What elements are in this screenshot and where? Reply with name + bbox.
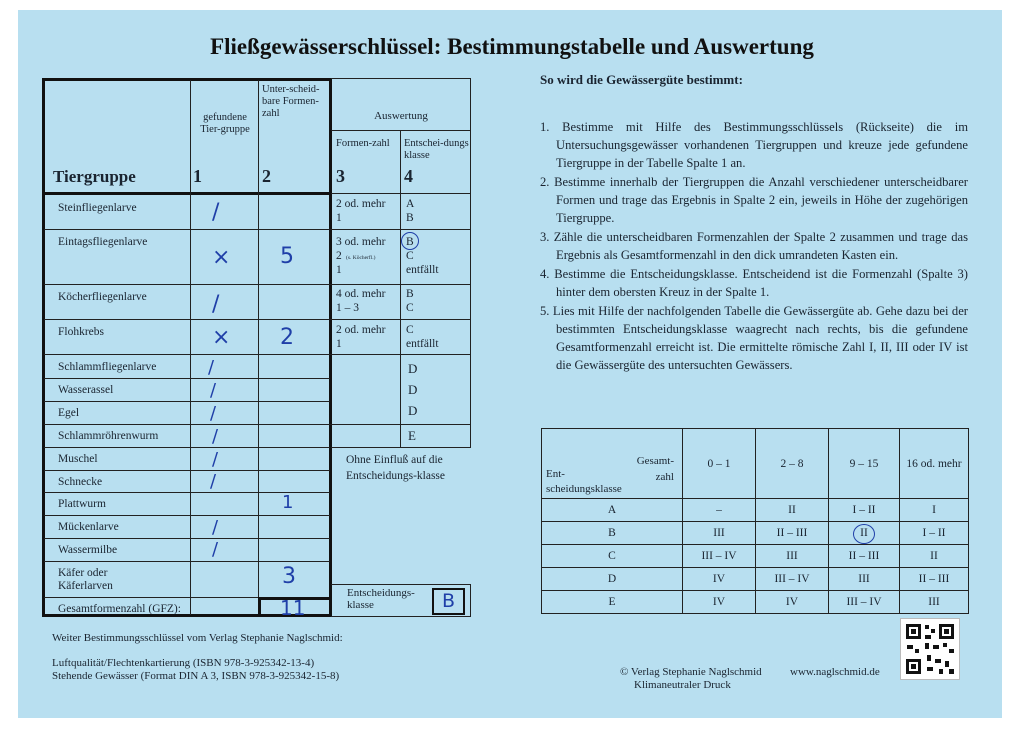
column-header: 0 – 1 [683,429,756,499]
row-name: Flohkrebs [58,326,104,338]
corner-top: Gesamt-zahl [636,455,674,483]
klasse-cell: D [542,568,683,591]
klasse: D [408,382,418,397]
formenzahl: 1 [336,264,342,276]
guete-cell: III – IV [829,591,900,614]
formenzahl: 4 od. mehr [336,288,386,300]
cross-mark: × [212,245,231,270]
instructions-heading: So wird die Gewässergüte bestimmt: [540,72,743,87]
auswertung-header: Auswertung [374,110,428,122]
checkmark: / [212,517,219,538]
row-name: Steinfliegenlarve [58,202,137,214]
guete-cell: I – II [829,499,900,522]
formenzahl: 1 [336,338,342,350]
checkmark: / [212,539,219,560]
klasse-cell: E [542,591,683,614]
footer-line: Luftqualität/Flechtenkartierung (ISBN 978-3-925342-13-4) [52,657,315,669]
guete-result: II [860,527,868,539]
klasse-cell: C [542,545,683,568]
klasse: D [408,361,418,376]
klasse: B [406,212,414,224]
formenzahl: 3 od. mehr [336,236,386,248]
instruction-step: 1. Bestimme mit Hilfe des Bestimmungsschlüssels (Rückseite) die im Untersuchungsgewässer vorhandenen Tiergruppen und kreuze jede gefundene Tiergruppe in der Tabelle Spalte 1 an. [540,120,968,170]
count-value: 5 [280,244,294,269]
row-name: Muschel [58,453,98,465]
footer-line: Stehende Gewässer (Format DIN A 3, ISBN 978-3-925342-15-8) [52,670,340,682]
row-name: Schlammfliegenlarve [58,361,157,373]
corner-cell [542,429,683,499]
klasse: E [408,428,416,443]
guete-cell: I – II [900,522,969,545]
guete-tabelle [541,428,969,614]
guete-cell: II – III [756,522,829,545]
gfz-label: Gesamtformenzahl (GFZ): [58,603,181,615]
klasse: C [406,324,414,336]
guete-cell [829,522,900,545]
klasse-cell: A [542,499,683,522]
row-name: Mückenlarve [58,521,119,533]
cross-mark: × [212,325,231,350]
checkmark: / [212,426,219,447]
checkmark: / [212,449,219,470]
row-name: Köcherfliegenlarve [58,291,147,303]
row-name: Egel [58,407,80,419]
count-value: 1 [282,492,294,513]
formenzahl: 2 [336,250,342,262]
guete-cell: III [683,522,756,545]
guete-cell: III – IV [756,568,829,591]
guete-cell: II [900,545,969,568]
instruction-step: 5. Lies mit Hilfe der nachfolgenden Tabelle die Gewässergüte ab. Gehe dazu bei der bestimmten Entscheidungsklasse waagrecht nach rechts, bis die gefundene Gesamtformenzahl erreicht ist. Die ermittelte römische Zahl I, II, III oder IV ist die Gewässergüte des untersuchten Gewässers. [540,304,968,372]
formenzahl-note: (s. Köcherfl.) [346,255,376,261]
guete-cell: I [900,499,969,522]
row-name: Wasserassel [58,384,114,396]
circle-mark [853,524,875,544]
column-header: 16 od. mehr [900,429,969,499]
column-header: 2 – 8 [756,429,829,499]
guete-cell: IV [756,591,829,614]
klasse: D [408,403,418,418]
klasse: B [406,288,414,300]
guete-cell: III [900,591,969,614]
row-name: Schnecke [58,476,103,488]
col4-number: 4 [404,166,413,186]
column-header: 9 – 15 [829,429,900,499]
klasse: A [406,198,415,210]
klasse: entfällt [406,338,439,350]
page-title: Fließgewässerschlüssel: Bestimmungstabelle und Auswertung [210,34,814,59]
instruction-step: 2. Bestimme innerhalb der Tiergruppen die Anzahl verschiedener unterscheidbarer Formen und trage das Ergebnis in Spalte 2 ein, jeweils in Höhe der zugehörigen Tiergruppe. [540,175,968,225]
col2-number: 2 [262,166,271,186]
row-name: Käfer oder Käferlarven [58,567,113,592]
ohne-einfluss-note: Ohne Einfluß auf die Entscheidungs-klasse [346,454,446,482]
row-name: Schlammröhrenwurm [58,430,159,442]
checkmark: / [212,292,220,317]
klasse: B [406,236,414,248]
guete-cell: III [756,545,829,568]
formenzahl: 2 od. mehr [336,324,386,336]
col1-number: 1 [193,166,202,186]
guete-cell: IV [683,568,756,591]
row-name: Eintagsfliegenlarve [58,236,148,248]
gfz-value: 11 [280,596,306,620]
guete-cell: III – IV [683,545,756,568]
guete-cell: – [683,499,756,522]
footer-url: www.naglschmid.de [790,666,880,678]
footer-verlag: © Verlag Stephanie Naglschmid [620,666,762,678]
entscheidungsklasse-value: B [442,590,456,612]
formenzahl: 1 [336,212,342,224]
formenzahl: 1 – 3 [336,302,359,314]
guete-cell: II – III [829,545,900,568]
qr-code-icon [900,618,960,680]
klasse: C [406,302,414,314]
guete-cell: III [829,568,900,591]
row-name: Plattwurm [58,498,106,510]
formenzahl: 2 od. mehr [336,198,386,210]
circle-mark [401,232,419,250]
checkmark: / [212,200,220,225]
col4-header: Entschei-dungsklasse [404,138,469,161]
col3-header: Formen-zahl [336,138,390,149]
count-value: 3 [282,564,296,589]
entscheidungsklasse-label: Entscheidungs-klasse [347,587,415,611]
instruction-step: 3. Zähle die unterscheidbaren Formenzahlen der Spalte 2 zusammen und trage das Ergebnis als Gesamtformenzahl in den dick umrandeten Kasten ein. [540,230,968,262]
col1-header: gefundene Tier-gruppe [200,112,250,135]
instructions-list [540,118,968,375]
checkmark: / [210,471,217,492]
checkmark: / [210,380,217,401]
instruction-step: 4. Bestimme die Entscheidungsklasse. Entscheidend ist die Formenzahl (Spalte 3) hinter dem obersten Kreuz in der Spalte 1. [540,267,968,299]
guete-cell: IV [683,591,756,614]
guete-cell: II – III [900,568,969,591]
corner-bottom: Ent-scheidungsklasse [546,468,622,495]
count-value: 2 [280,325,294,350]
checkmark: / [208,357,215,378]
guete-cell: II [756,499,829,522]
klasse: entfällt [406,264,439,276]
row-name: Wassermilbe [58,544,118,556]
col2-header: Unter-scheid-bare Formen-zahl [262,84,320,119]
klasse: C [406,250,414,262]
tiergruppe-header: Tiergruppe [53,167,136,186]
footer-druck: Klimaneutraler Druck [634,679,731,691]
klasse-cell: B [542,522,683,545]
checkmark: / [210,403,217,424]
footer-weiter: Weiter Bestimmungsschlüssel vom Verlag Stephanie Naglschmid: [52,632,343,644]
col3-number: 3 [336,166,345,186]
